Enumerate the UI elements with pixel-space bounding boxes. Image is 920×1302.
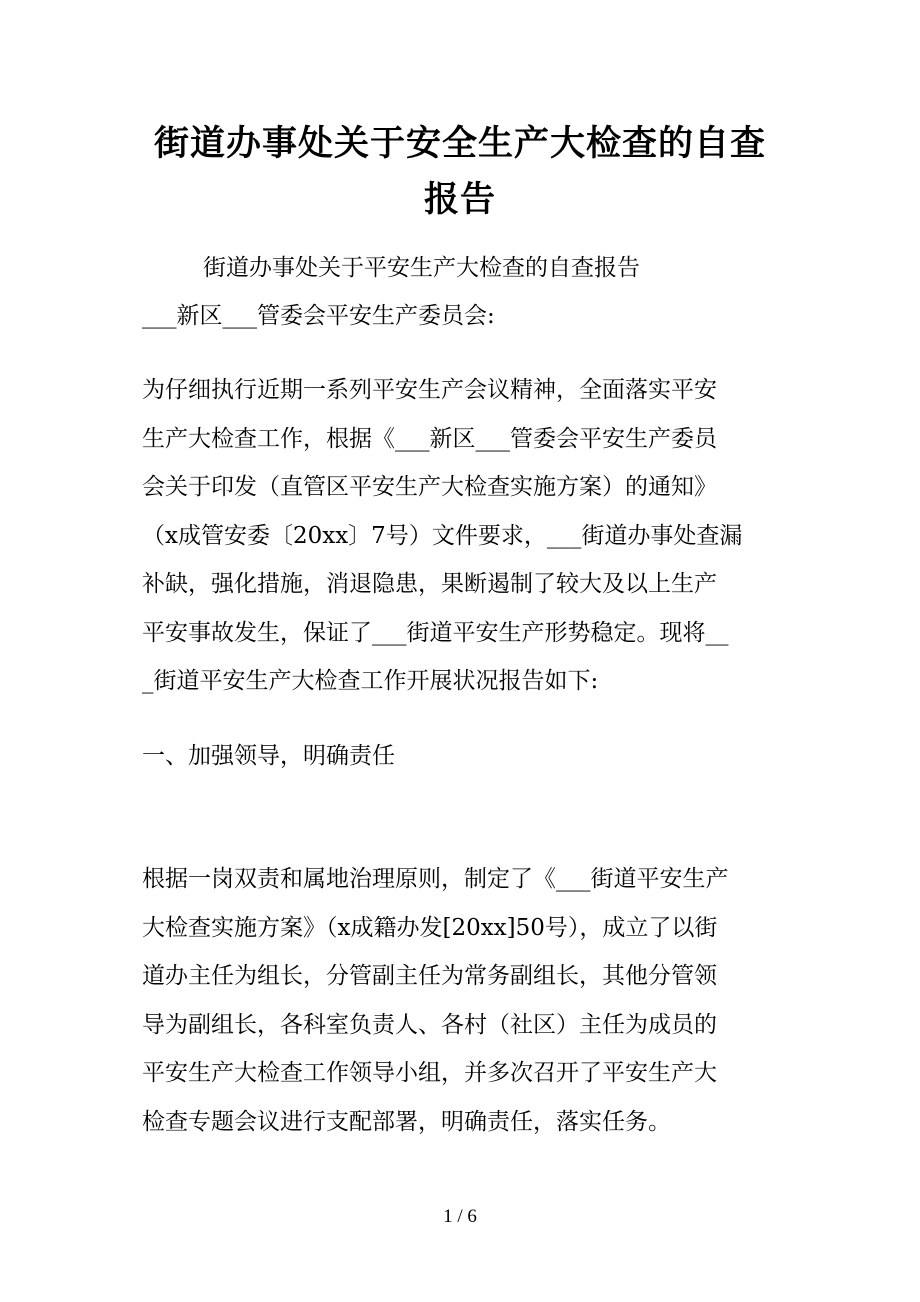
paragraph-line: 补缺，强化措施，消退隐患，果断遏制了较大及以上生产: [142, 571, 717, 597]
paragraph-line: _街道平安生产大检查工作开展状况报告如下:: [142, 668, 599, 694]
paragraph-line: 平安事故发生，保证了___街道平安生产形势稳定。现将__: [142, 619, 729, 646]
paragraph-line: 平安生产大检查工作领导小组，并多次召开了平安生产大: [142, 1060, 717, 1086]
addressee-line: ___新区___管委会平安生产委员会:: [142, 303, 495, 329]
paragraph-section-1: [142, 855, 782, 1146]
paragraph-line: 生产大检查工作，根据《___新区___管委会平安生产委员: [142, 425, 717, 452]
paragraph-line: 根据一岗双责和属地治理原则，制定了《___街道平安生产: [142, 866, 729, 892]
paragraph-line: 会关于印发（直管区平安生产大检查实施方案）的通知》: [142, 474, 717, 500]
paragraph-line: 导为副组长，各科室负责人、各村（社区）主任为成员的: [142, 1011, 717, 1038]
document-subtitle: 街道办事处关于平安生产大检查的自查报告: [203, 255, 640, 281]
paragraph-line: 为仔细执行近期一系列平安生产会议精神，全面落实平安: [142, 377, 717, 403]
paragraph-line: 道办主任为组长，分管副主任为常务副组长，其他分管领: [142, 963, 717, 989]
paragraph-line: （x成管安委〔20xx〕7号）文件要求，___街道办事处查漏: [142, 522, 743, 549]
page-number: 1 / 6: [443, 1206, 477, 1227]
document-title: 街道办事处关于安全生产大检查的自查报告: [153, 124, 766, 220]
paragraph-intro: [142, 366, 782, 706]
section-heading-1: 一、加强领导，明确责任: [142, 743, 395, 769]
paragraph-line: 检查专题会议进行支配部署，明确责任，落实任务。: [142, 1108, 671, 1135]
paragraph-line: 大检查实施方案》（x成籍办发[20xx]50号），成立了以街: [142, 914, 718, 941]
